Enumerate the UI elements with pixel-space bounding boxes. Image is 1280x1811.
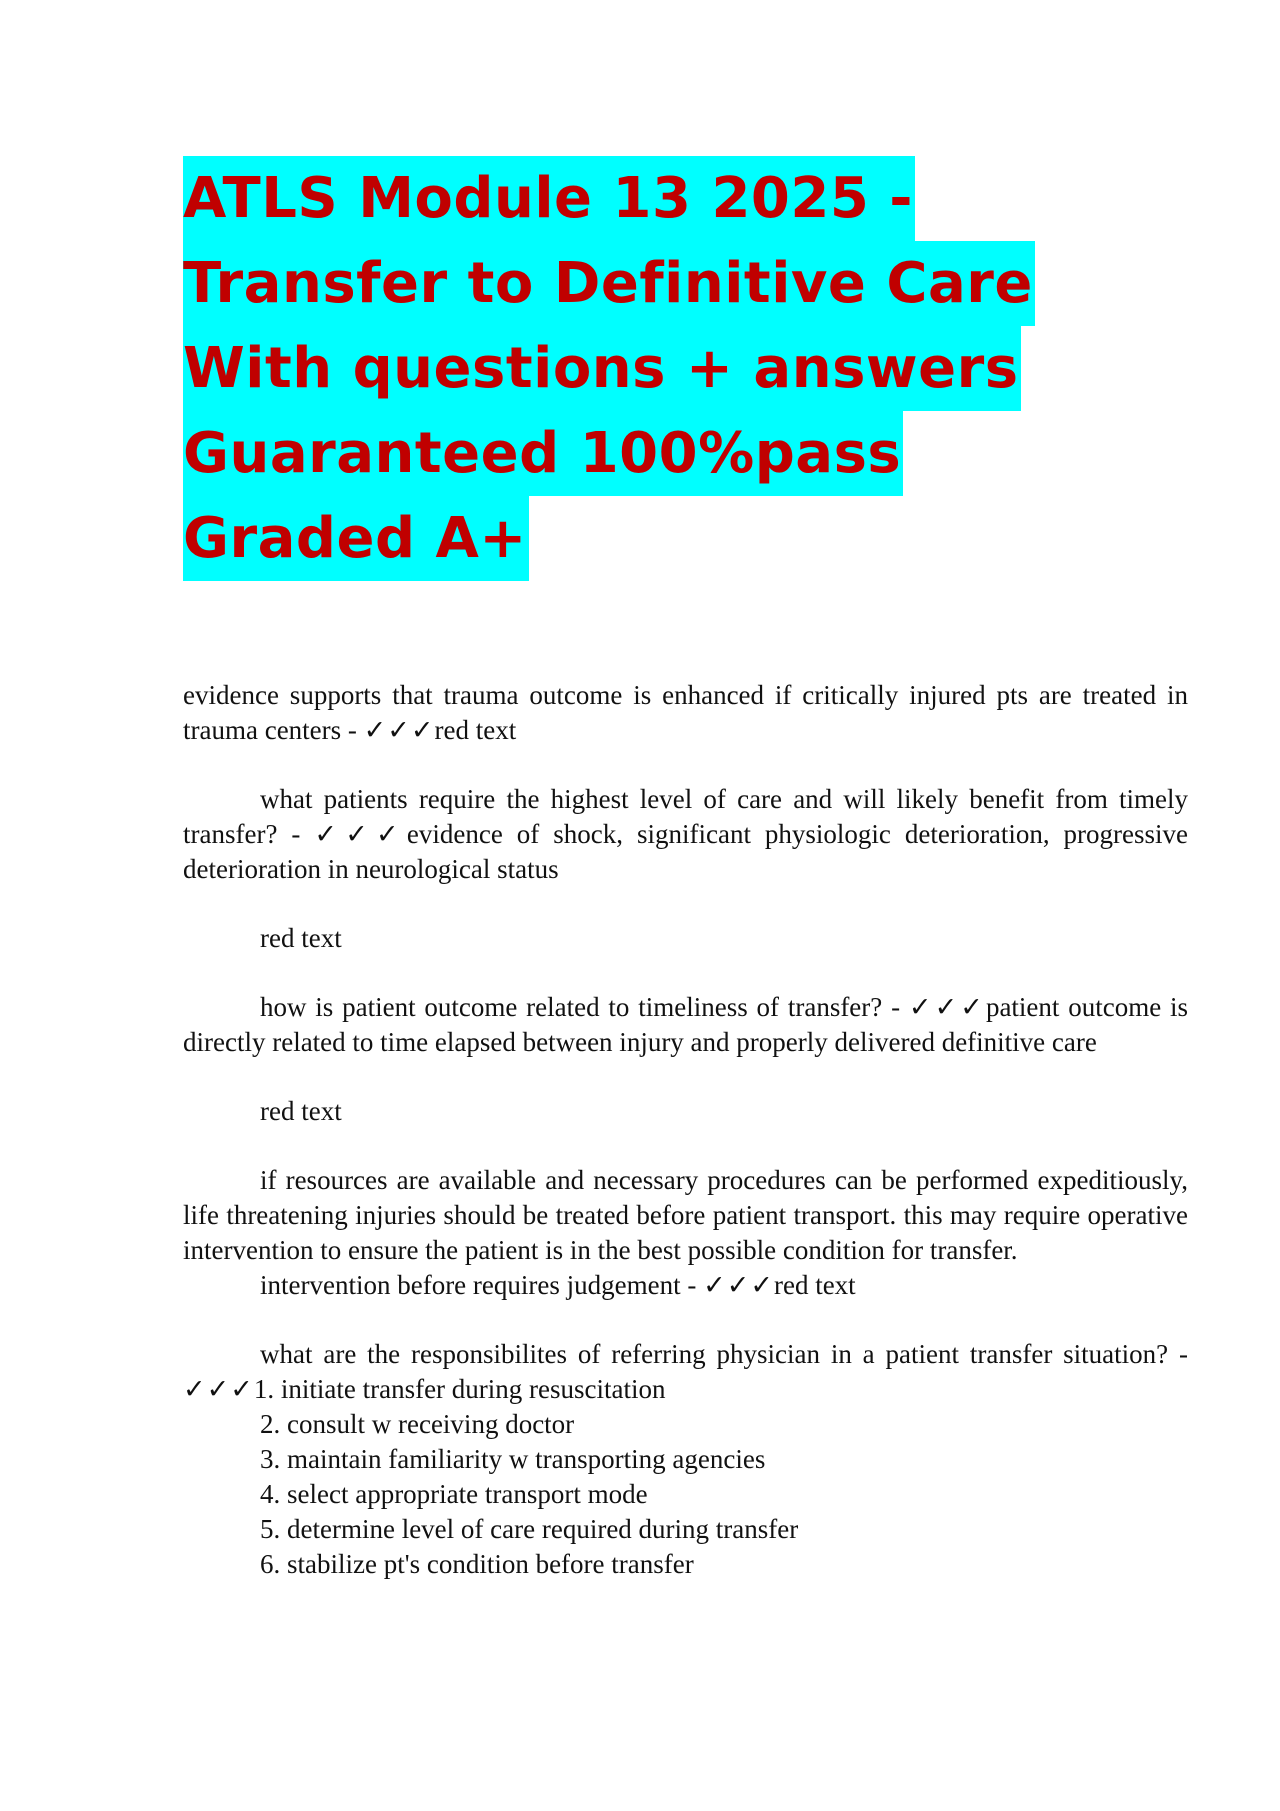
answer-text: patient outcome is directly related to time elapsed between injury and properly delivered definitive care — [183, 992, 1189, 1057]
title-line-4: Guaranteed 100%pass — [183, 411, 903, 496]
list-item: 6. stabilize pt's condition before transfer — [260, 1549, 694, 1579]
question-text: how is patient outcome related to timeliness of transfer? - — [260, 992, 909, 1022]
checkmark-icon: ✓✓✓ — [183, 1374, 254, 1404]
question-text: evidence supports that trauma outcome is enhanced if critically injured pts are treated in trauma centers - — [183, 680, 1188, 745]
answer-text: red text — [773, 1270, 856, 1300]
list-item: 4. select appropriate transport mode — [260, 1479, 648, 1509]
checkmark-icon: ✓✓✓ — [314, 819, 407, 849]
document-title — [183, 156, 1113, 581]
checkmark-icon: ✓✓✓ — [908, 992, 986, 1022]
answer-note: red text — [260, 923, 342, 953]
answer-text: 1. initiate transfer during resuscitation — [253, 1374, 666, 1404]
question-text: what are the responsibilites of referring physician in a patient transfer situation? - — [260, 1339, 1188, 1369]
title-line-3: With questions + answers — [183, 326, 1021, 411]
qa-item-4 — [183, 1163, 1188, 1268]
question-text: what patients require the highest level of care and will likely benefit from timely transfer? - — [183, 784, 1188, 849]
answer-text: red text — [434, 715, 517, 745]
list-item: 2. consult w receiving doctor — [260, 1409, 575, 1439]
title-line-5: Graded A+ — [183, 496, 529, 581]
qa-item-2 — [183, 782, 1188, 887]
qa-item-1 — [183, 678, 1188, 748]
document-body — [183, 678, 1188, 1582]
checkmark-icon: ✓✓✓ — [703, 1270, 774, 1300]
title-line-2: Transfer to Definitive Care — [183, 241, 1035, 326]
answer-text: evidence of shock, significant physiologic deterioration, progressive deterioration in neurological status — [183, 819, 1189, 884]
answer-note: red text — [260, 1096, 342, 1126]
title-line-1: ATLS Module 13 2025 - — [183, 156, 915, 241]
question-text: intervention before requires judgement - — [260, 1270, 704, 1300]
qa-item-5 — [183, 1337, 1188, 1407]
list-item: 3. maintain familiarity w transporting agencies — [260, 1444, 766, 1474]
list-item: 5. determine level of care required during transfer — [260, 1514, 799, 1544]
qa-item-4-continuation — [183, 1268, 1188, 1303]
checkmark-icon: ✓✓✓ — [363, 715, 435, 745]
qa-item-3 — [183, 990, 1188, 1060]
question-text: if resources are available and necessary procedures can be performed expeditiously, life threatening injuries should be treated before patient transport. this may require operative intervention to ensure the patient is in the best possible condition for transfer. — [183, 1165, 1188, 1265]
